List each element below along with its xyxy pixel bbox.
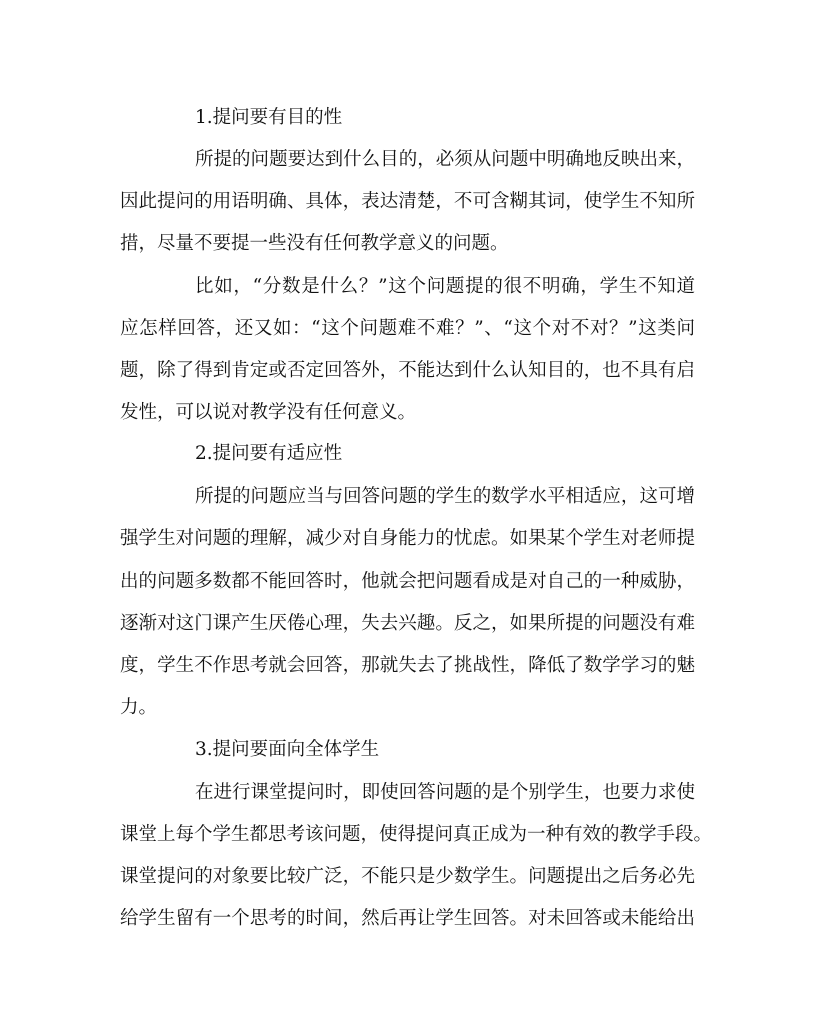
section-heading-1: 1.提问要有目的性 [195,107,343,128]
paragraph-line: 发性，可以说对教学没有任何意义。 [120,402,417,423]
paragraph-line: 强学生对问题的理解，减少对自身能力的忧虑。如果某个学生对老师提 [120,528,695,549]
paragraph-line: 措，尽量不要提一些没有任何教学意义的问题。 [120,233,509,254]
paragraph-line: 给学生留有一个思考的时间，然后再让学生回答。对未回答或未能给出 [120,908,695,929]
section-heading-2: 2.提问要有适应性 [195,443,343,464]
paragraph-line: 逐渐对这门课产生厌倦心理，失去兴趣。反之，如果所提的问题没有难 [120,613,695,634]
paragraph-line: 题，除了得到肯定或否定回答外，不能达到什么认知目的，也不具有启 [120,360,695,381]
paragraph-line: 课堂上每个学生都思考该问题，使得提问真正成为一种有效的教学手段。 [120,824,713,845]
paragraph-line: 度，学生不作思考就会回答，那就失去了挑战性，降低了数学学习的魅 [120,655,695,676]
paragraph-line: 力。 [120,697,158,718]
paragraph-line: 课堂提问的对象要比较广泛，不能只是少数学生。问题提出之后务必先 [120,866,695,887]
section-heading-3: 3.提问要面向全体学生 [195,739,380,760]
paragraph-line: 比如，“分数是什么？”这个问题提的很不明确，学生不知道 [195,276,695,297]
paragraph-line: 应怎样回答，还又如：“这个问题难不难？”、“这个对不对？”这类问 [120,318,695,339]
paragraph-line: 出的问题多数都不能回答时，他就会把问题看成是对自己的一种威胁， [120,571,695,592]
paragraph-line: 所提的问题要达到什么目的，必须从问题中明确地反映出来， [195,149,695,170]
paragraph-line: 在进行课堂提问时，即使回答问题的是个别学生，也要力求使 [195,782,695,803]
paragraph-line: 所提的问题应当与回答问题的学生的数学水平相适应，这可增 [195,486,695,507]
paragraph-line: 因此提问的用语明确、具体，表达清楚，不可含糊其词，使学生不知所 [120,191,695,212]
